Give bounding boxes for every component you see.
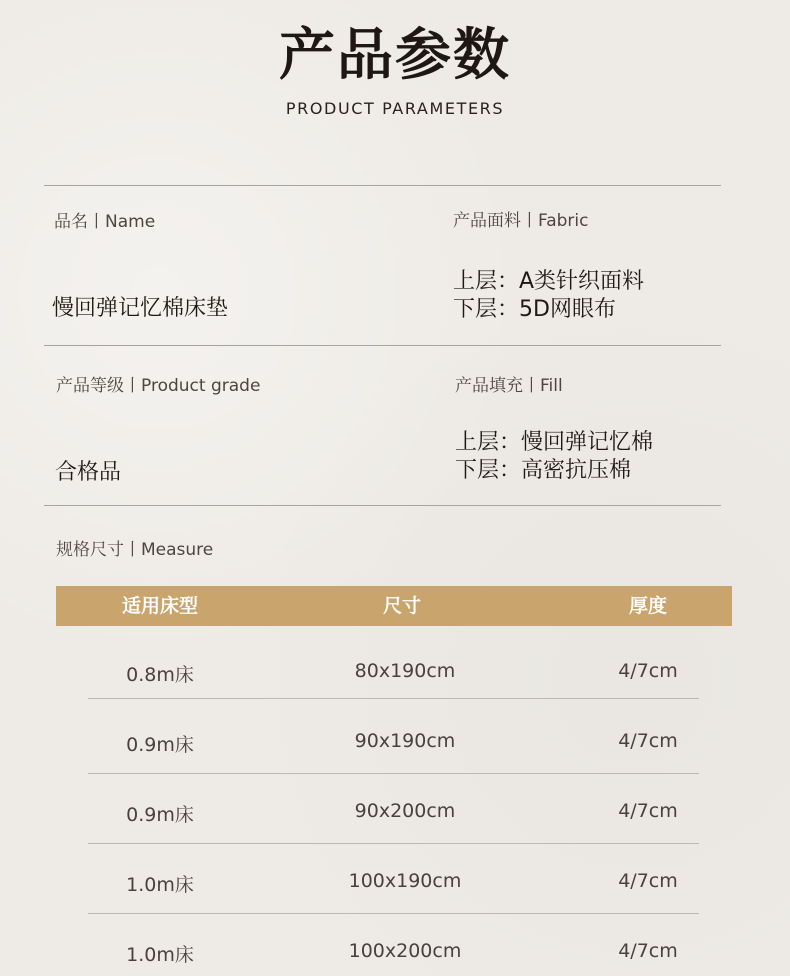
table-cell: 1.0m床	[126, 944, 194, 966]
row-divider	[88, 773, 699, 774]
table-cell: 0.9m床	[126, 734, 194, 756]
table-cell: 90x200cm	[354, 800, 456, 822]
fill-label: 产品填充丨Fill	[455, 376, 563, 396]
column-header-thickness: 厚度	[628, 595, 667, 617]
table-cell: 80x190cm	[354, 660, 456, 682]
table-cell: 90x190cm	[354, 730, 456, 752]
measure-label: 规格尺寸丨Measure	[56, 540, 214, 560]
name-label: 品名丨Name	[54, 212, 156, 232]
table-cell: 100x190cm	[348, 870, 462, 892]
row-divider	[88, 913, 699, 914]
column-header-bed-type: 适用床型	[121, 595, 198, 617]
table-cell: 4/7cm	[618, 730, 678, 752]
table-cell: 100x200cm	[348, 940, 462, 962]
table-cell: 4/7cm	[618, 800, 678, 822]
row-divider	[88, 843, 699, 844]
table-cell: 4/7cm	[618, 870, 678, 892]
name-value: 慢回弹记忆棉床垫	[52, 296, 229, 321]
table-cell: 1.0m床	[126, 874, 194, 896]
grade-label: 产品等级丨Product grade	[56, 376, 261, 396]
fabric-lower-value: 下层：5D网眼布	[453, 297, 616, 322]
fill-lower-value: 下层：高密抗压棉	[455, 458, 632, 483]
page-title: 产品参数	[279, 23, 511, 88]
divider	[44, 345, 721, 346]
table-cell: 0.9m床	[126, 804, 194, 826]
table-cell: 4/7cm	[618, 660, 678, 682]
fabric-label: 产品面料丨Fabric	[453, 211, 589, 231]
page-subtitle: PRODUCT PARAMETERS	[285, 99, 505, 118]
divider	[44, 505, 721, 506]
divider	[44, 185, 721, 186]
table-header	[56, 586, 732, 626]
fabric-upper-value: 上层：A类针织面料	[453, 269, 645, 294]
row-divider	[88, 698, 699, 699]
table-cell: 0.8m床	[126, 664, 194, 686]
fill-upper-value: 上层：慢回弹记忆棉	[455, 430, 654, 455]
table-cell: 4/7cm	[618, 940, 678, 962]
grade-value: 合格品	[55, 460, 122, 485]
column-header-size: 尺寸	[382, 595, 421, 617]
